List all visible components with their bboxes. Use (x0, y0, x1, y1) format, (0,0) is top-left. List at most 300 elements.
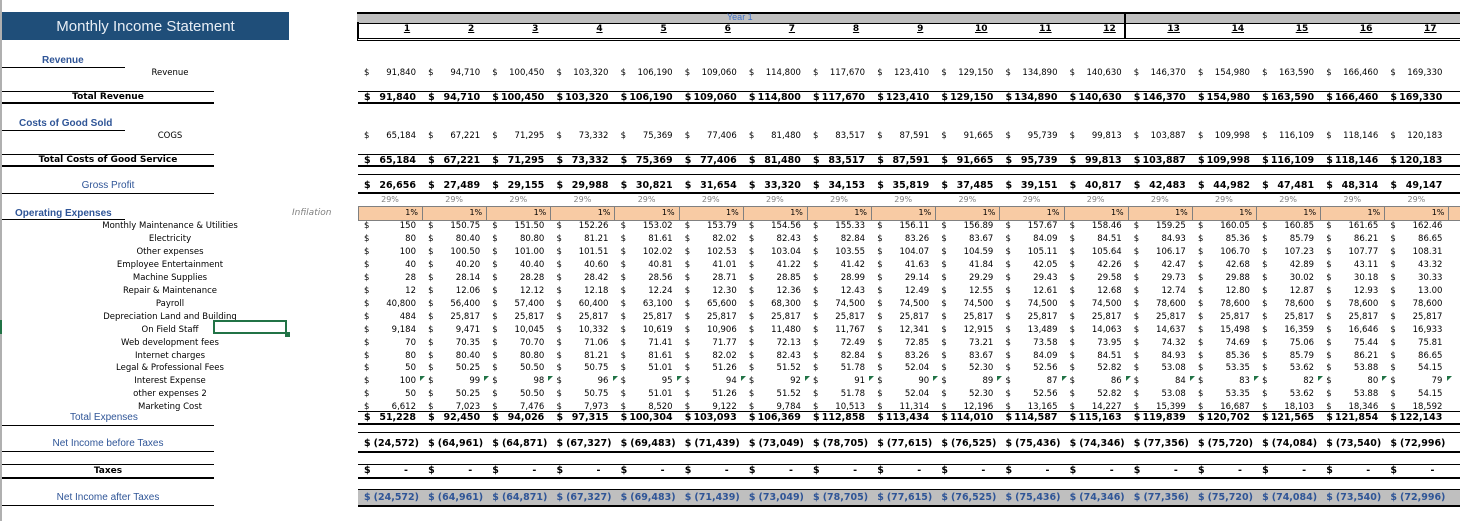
cell[interactable] (358, 438, 422, 450)
cell[interactable] (679, 234, 743, 246)
cell[interactable] (1192, 273, 1256, 285)
inflation-cell[interactable] (680, 207, 744, 220)
cell[interactable] (1384, 438, 1448, 450)
cell[interactable] (1320, 247, 1384, 259)
cell[interactable] (422, 492, 486, 504)
cell[interactable] (1192, 312, 1256, 324)
inflation-cell[interactable] (551, 207, 615, 220)
cell[interactable] (1320, 273, 1384, 285)
cell[interactable] (935, 338, 999, 350)
cell[interactable] (550, 363, 614, 375)
cell[interactable] (871, 351, 935, 363)
cell[interactable] (1384, 68, 1448, 80)
cell[interactable] (807, 180, 871, 192)
cell[interactable] (1192, 389, 1256, 401)
cell[interactable] (486, 465, 550, 477)
cell[interactable] (1320, 465, 1384, 477)
cell[interactable] (743, 465, 807, 477)
cell[interactable] (550, 299, 614, 311)
cell[interactable] (807, 389, 871, 401)
cell[interactable] (1256, 68, 1320, 80)
cell[interactable] (935, 376, 999, 388)
cell[interactable] (1320, 351, 1384, 363)
cell[interactable] (871, 68, 935, 80)
cell[interactable] (422, 299, 486, 311)
cell[interactable] (1128, 131, 1192, 143)
cell[interactable] (1384, 312, 1448, 324)
cell[interactable] (1320, 438, 1384, 450)
cell[interactable] (1000, 221, 1064, 233)
cell[interactable] (1000, 180, 1064, 192)
cell[interactable] (615, 438, 679, 450)
cell[interactable] (358, 273, 422, 285)
cell[interactable] (1192, 131, 1256, 143)
cell[interactable] (743, 131, 807, 143)
cell[interactable] (615, 234, 679, 246)
cell[interactable] (871, 180, 935, 192)
cell[interactable] (679, 438, 743, 450)
cell[interactable] (422, 325, 486, 337)
cell[interactable] (743, 247, 807, 259)
selected-cell[interactable] (213, 320, 287, 334)
cell[interactable] (1384, 325, 1448, 337)
cell[interactable] (1256, 438, 1320, 450)
cell[interactable] (935, 299, 999, 311)
cell[interactable] (550, 389, 614, 401)
cell[interactable] (1384, 221, 1448, 233)
cell[interactable] (1256, 131, 1320, 143)
cell[interactable] (743, 325, 807, 337)
cell[interactable] (807, 376, 871, 388)
cell[interactable] (1064, 131, 1128, 143)
cell[interactable] (550, 376, 614, 388)
cell[interactable] (935, 465, 999, 477)
cell[interactable] (1000, 351, 1064, 363)
cell[interactable] (1320, 363, 1384, 375)
cell[interactable] (1320, 389, 1384, 401)
cell[interactable] (871, 234, 935, 246)
cell[interactable] (807, 260, 871, 272)
cell[interactable] (679, 492, 743, 504)
cell[interactable] (743, 221, 807, 233)
cell[interactable] (1256, 299, 1320, 311)
cell[interactable] (358, 376, 422, 388)
cell[interactable] (1384, 376, 1448, 388)
cell[interactable] (422, 234, 486, 246)
cell[interactable] (1000, 338, 1064, 350)
cell[interactable] (1000, 299, 1064, 311)
cell[interactable] (679, 312, 743, 324)
inflation-cell[interactable] (1001, 207, 1065, 220)
cell[interactable] (743, 180, 807, 192)
cell[interactable] (1320, 260, 1384, 272)
cell[interactable] (550, 234, 614, 246)
cell[interactable] (935, 389, 999, 401)
cell[interactable] (1128, 465, 1192, 477)
cell[interactable] (486, 325, 550, 337)
cell[interactable] (679, 338, 743, 350)
cell[interactable] (1192, 299, 1256, 311)
inflation-cell[interactable] (744, 207, 808, 220)
cell[interactable] (807, 338, 871, 350)
cell[interactable] (486, 363, 550, 375)
cell[interactable] (935, 234, 999, 246)
cell[interactable] (615, 131, 679, 143)
cell[interactable] (358, 131, 422, 143)
cell[interactable] (422, 376, 486, 388)
fill-handle[interactable] (285, 332, 290, 337)
cell[interactable] (358, 286, 422, 298)
cell[interactable] (550, 351, 614, 363)
cell[interactable] (1192, 180, 1256, 192)
cell[interactable] (615, 221, 679, 233)
cell[interactable] (935, 312, 999, 324)
cell[interactable] (807, 312, 871, 324)
cell[interactable] (807, 273, 871, 285)
cell[interactable] (1256, 465, 1320, 477)
cell[interactable] (550, 338, 614, 350)
cell[interactable] (1320, 376, 1384, 388)
cell[interactable] (486, 221, 550, 233)
cell[interactable] (807, 221, 871, 233)
cell[interactable] (1192, 338, 1256, 350)
cell[interactable] (1000, 234, 1064, 246)
cell[interactable] (1000, 325, 1064, 337)
cell[interactable] (871, 273, 935, 285)
inflation-cell[interactable] (616, 207, 680, 220)
inflation-cell[interactable] (1385, 207, 1449, 220)
cell[interactable] (422, 68, 486, 80)
cell[interactable] (1256, 247, 1320, 259)
cell[interactable] (550, 286, 614, 298)
cell[interactable] (1000, 465, 1064, 477)
cell[interactable] (615, 312, 679, 324)
cell[interactable] (679, 465, 743, 477)
cell[interactable] (615, 180, 679, 192)
cell[interactable] (1384, 465, 1448, 477)
cell[interactable] (550, 273, 614, 285)
cell[interactable] (807, 299, 871, 311)
cell[interactable] (422, 465, 486, 477)
cell[interactable] (1128, 338, 1192, 350)
cell[interactable] (1064, 260, 1128, 272)
cell[interactable] (550, 68, 614, 80)
cell[interactable] (935, 492, 999, 504)
cell[interactable] (422, 438, 486, 450)
cell[interactable] (358, 312, 422, 324)
cell[interactable] (1256, 389, 1320, 401)
cell[interactable] (486, 273, 550, 285)
cell[interactable] (743, 312, 807, 324)
cell[interactable] (1192, 465, 1256, 477)
inflation-cell[interactable] (1193, 207, 1257, 220)
cell[interactable] (1256, 312, 1320, 324)
cell[interactable] (1256, 376, 1320, 388)
cell[interactable] (550, 180, 614, 192)
cell[interactable] (615, 68, 679, 80)
cell[interactable] (1384, 492, 1448, 504)
cell[interactable] (1192, 68, 1256, 80)
cell[interactable] (743, 338, 807, 350)
cell[interactable] (1128, 260, 1192, 272)
inflation-cell[interactable] (1321, 207, 1385, 220)
cell[interactable] (550, 247, 614, 259)
cell[interactable] (871, 363, 935, 375)
cell[interactable] (1320, 180, 1384, 192)
cell[interactable] (1000, 260, 1064, 272)
cell[interactable] (486, 299, 550, 311)
cell[interactable] (358, 363, 422, 375)
cell[interactable] (1384, 389, 1448, 401)
cell[interactable] (1128, 180, 1192, 192)
cell[interactable] (743, 376, 807, 388)
cell[interactable] (1064, 438, 1128, 450)
cell[interactable] (1000, 247, 1064, 259)
cell[interactable] (679, 221, 743, 233)
cell[interactable] (1128, 247, 1192, 259)
cell[interactable] (1320, 131, 1384, 143)
cell[interactable] (486, 438, 550, 450)
cell[interactable] (422, 286, 486, 298)
cell[interactable] (743, 363, 807, 375)
cell[interactable] (1256, 180, 1320, 192)
cell[interactable] (1384, 299, 1448, 311)
cell[interactable] (1192, 376, 1256, 388)
cell[interactable] (358, 260, 422, 272)
cell[interactable] (422, 260, 486, 272)
cell[interactable] (422, 273, 486, 285)
cell[interactable] (1128, 389, 1192, 401)
cell[interactable] (1000, 273, 1064, 285)
cell[interactable] (1192, 492, 1256, 504)
cell[interactable] (871, 338, 935, 350)
cell[interactable] (422, 363, 486, 375)
cell[interactable] (1320, 68, 1384, 80)
cell[interactable] (871, 389, 935, 401)
cell[interactable] (422, 338, 486, 350)
cell[interactable] (1064, 221, 1128, 233)
cell[interactable] (743, 389, 807, 401)
cell[interactable] (1192, 286, 1256, 298)
cell[interactable] (615, 325, 679, 337)
cell[interactable] (358, 325, 422, 337)
inflation-cell[interactable] (1257, 207, 1321, 220)
cell[interactable] (486, 389, 550, 401)
cell[interactable] (486, 376, 550, 388)
inflation-cell[interactable] (423, 207, 487, 220)
cell[interactable] (486, 338, 550, 350)
cell[interactable] (743, 286, 807, 298)
cell[interactable] (1320, 492, 1384, 504)
cell[interactable] (1256, 363, 1320, 375)
cell[interactable] (486, 492, 550, 504)
cell[interactable] (358, 180, 422, 192)
inflation-cell[interactable] (808, 207, 872, 220)
cell[interactable] (550, 325, 614, 337)
cell[interactable] (422, 221, 486, 233)
cell[interactable] (807, 286, 871, 298)
cell[interactable] (1192, 234, 1256, 246)
cell[interactable] (422, 389, 486, 401)
cell[interactable] (615, 351, 679, 363)
cell[interactable] (679, 260, 743, 272)
cell[interactable] (615, 465, 679, 477)
cell[interactable] (743, 68, 807, 80)
cell[interactable] (935, 325, 999, 337)
cell[interactable] (935, 221, 999, 233)
cell[interactable] (1064, 338, 1128, 350)
cell[interactable] (550, 492, 614, 504)
cell[interactable] (743, 273, 807, 285)
cell[interactable] (743, 438, 807, 450)
cell[interactable] (807, 492, 871, 504)
cell[interactable] (871, 260, 935, 272)
cell[interactable] (358, 247, 422, 259)
cell[interactable] (935, 273, 999, 285)
cell[interactable] (1000, 376, 1064, 388)
cell[interactable] (1256, 286, 1320, 298)
cell[interactable] (1000, 68, 1064, 80)
cell[interactable] (358, 299, 422, 311)
cell[interactable] (550, 438, 614, 450)
cell[interactable] (1128, 312, 1192, 324)
cell[interactable] (1256, 234, 1320, 246)
cell[interactable] (1128, 68, 1192, 80)
cell[interactable] (486, 131, 550, 143)
cell[interactable] (743, 260, 807, 272)
cell[interactable] (615, 247, 679, 259)
cell[interactable] (935, 247, 999, 259)
cell[interactable] (1320, 338, 1384, 350)
cell[interactable] (1192, 363, 1256, 375)
cell[interactable] (679, 351, 743, 363)
cell[interactable] (679, 363, 743, 375)
cell[interactable] (615, 338, 679, 350)
cell[interactable] (615, 363, 679, 375)
cell[interactable] (486, 286, 550, 298)
cell[interactable] (1128, 286, 1192, 298)
cell[interactable] (871, 131, 935, 143)
cell[interactable] (935, 363, 999, 375)
cell[interactable] (1256, 273, 1320, 285)
inflation-cell[interactable] (1129, 207, 1193, 220)
cell[interactable] (935, 68, 999, 80)
cell[interactable] (871, 299, 935, 311)
cell[interactable] (550, 131, 614, 143)
cell[interactable] (935, 131, 999, 143)
cell[interactable] (1064, 325, 1128, 337)
cell[interactable] (422, 247, 486, 259)
inflation-cell[interactable] (872, 207, 936, 220)
cell[interactable] (1000, 363, 1064, 375)
cell[interactable] (807, 438, 871, 450)
cell[interactable] (1064, 234, 1128, 246)
cell[interactable] (1320, 299, 1384, 311)
cell[interactable] (1064, 299, 1128, 311)
cell[interactable] (550, 221, 614, 233)
cell[interactable] (807, 68, 871, 80)
cell[interactable] (1384, 338, 1448, 350)
cell[interactable] (1128, 221, 1192, 233)
cell[interactable] (679, 389, 743, 401)
cell[interactable] (486, 234, 550, 246)
cell[interactable] (871, 247, 935, 259)
cell[interactable] (1064, 492, 1128, 504)
cell[interactable] (871, 492, 935, 504)
cell[interactable] (871, 438, 935, 450)
cell[interactable] (807, 363, 871, 375)
cell[interactable] (679, 325, 743, 337)
cell[interactable] (1320, 286, 1384, 298)
cell[interactable] (1384, 260, 1448, 272)
cell[interactable] (1384, 247, 1448, 259)
cell[interactable] (1320, 221, 1384, 233)
cell[interactable] (615, 260, 679, 272)
cell[interactable] (1000, 131, 1064, 143)
cell[interactable] (1128, 325, 1192, 337)
cell[interactable] (1128, 351, 1192, 363)
cell[interactable] (422, 180, 486, 192)
cell[interactable] (486, 312, 550, 324)
cell[interactable] (1192, 438, 1256, 450)
cell[interactable] (615, 389, 679, 401)
cell[interactable] (615, 376, 679, 388)
cell[interactable] (358, 234, 422, 246)
cell[interactable] (871, 325, 935, 337)
cell[interactable] (679, 299, 743, 311)
cell[interactable] (935, 351, 999, 363)
cell[interactable] (1128, 492, 1192, 504)
cell[interactable] (1256, 351, 1320, 363)
cell[interactable] (1064, 363, 1128, 375)
cell[interactable] (358, 221, 422, 233)
cell[interactable] (679, 180, 743, 192)
inflation-cell[interactable] (359, 207, 423, 220)
inflation-cell[interactable] (1065, 207, 1129, 220)
cell[interactable] (871, 465, 935, 477)
cell[interactable] (871, 221, 935, 233)
cell[interactable] (1000, 286, 1064, 298)
cell[interactable] (1192, 247, 1256, 259)
cell[interactable] (743, 351, 807, 363)
cell[interactable] (1256, 221, 1320, 233)
cell[interactable] (1128, 363, 1192, 375)
cell[interactable] (1192, 221, 1256, 233)
cell[interactable] (358, 68, 422, 80)
cell[interactable] (1064, 465, 1128, 477)
cell[interactable] (1128, 376, 1192, 388)
cell[interactable] (679, 273, 743, 285)
cell[interactable] (1256, 338, 1320, 350)
cell[interactable] (807, 325, 871, 337)
cell[interactable] (422, 131, 486, 143)
cell[interactable] (807, 234, 871, 246)
cell[interactable] (1192, 260, 1256, 272)
cell[interactable] (1128, 438, 1192, 450)
cell[interactable] (679, 286, 743, 298)
cell[interactable] (1000, 438, 1064, 450)
cell[interactable] (1320, 325, 1384, 337)
cell[interactable] (1000, 389, 1064, 401)
cell[interactable] (1064, 180, 1128, 192)
cell[interactable] (679, 376, 743, 388)
cell[interactable] (1128, 234, 1192, 246)
cell[interactable] (1384, 180, 1448, 192)
cell[interactable] (615, 299, 679, 311)
cell[interactable] (550, 465, 614, 477)
cell[interactable] (1128, 273, 1192, 285)
cell[interactable] (358, 465, 422, 477)
